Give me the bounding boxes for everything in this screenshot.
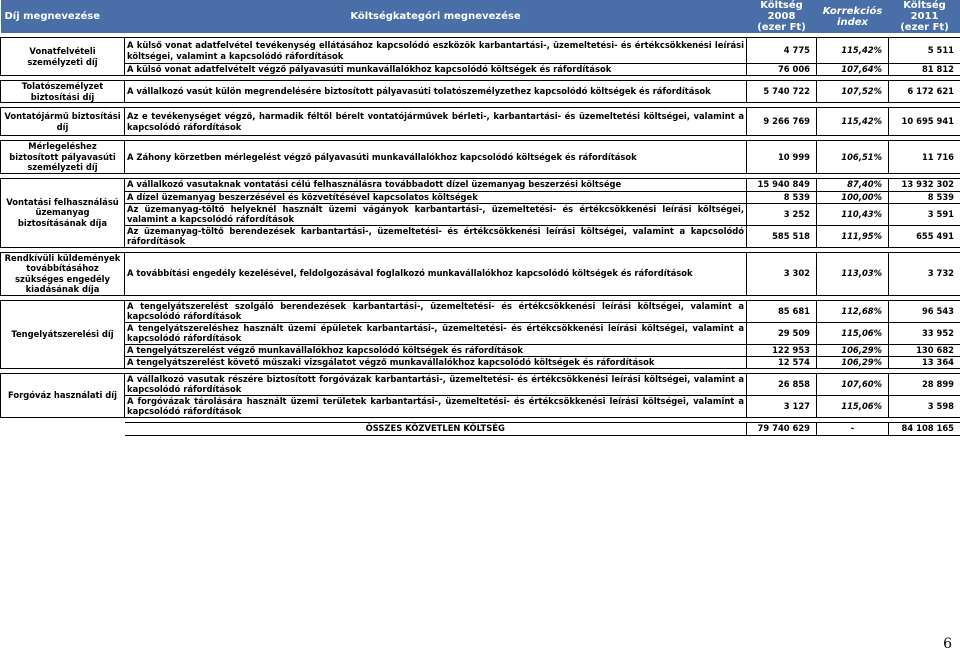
correction-index-cell: 115,06% xyxy=(817,395,889,417)
cost-2011-cell: 3 732 xyxy=(889,252,960,295)
cost-2011-cell: 3 591 xyxy=(889,203,960,225)
cost-2011-cell: 3 598 xyxy=(889,395,960,417)
cost-2008-cell: 3 302 xyxy=(747,252,817,295)
cost-2011-cell: 11 716 xyxy=(889,141,960,174)
header-cost-2011 xyxy=(889,0,960,33)
table-row xyxy=(1,300,960,322)
cost-2008-cell: 76 006 xyxy=(747,64,817,76)
total-spacer xyxy=(1,422,125,435)
cost-2011-cell: 8 539 xyxy=(889,191,960,203)
correction-index-cell: 107,64% xyxy=(817,64,889,76)
fee-name-cell: Mérlegeléshez biztosított pályavasúti személyzeti díj xyxy=(1,141,125,174)
fee-name-cell: Tengelyátszerelési díj xyxy=(1,300,125,368)
cost-category-cell: Az üzemanyag-töltő helyeknél használt üzemi vágányok karbantartási-, üzemeltetési- és értékcsökkenési leírási költségei, valamint a kapcsolódó ráfordítások xyxy=(125,203,747,225)
table-row xyxy=(1,344,960,356)
cost-2011-cell: 130 682 xyxy=(889,344,960,356)
cost-2011-cell: 96 543 xyxy=(889,300,960,322)
header-cost-category: Költségkategóri megnevezése xyxy=(125,0,747,33)
cost-category-cell: A dízel üzemanyag beszerzésével és közvetítésével kapcsolatos költségek xyxy=(125,191,747,203)
cost-category-cell: A forgóvázak tárolására használt üzemi területek karbantartási-, üzemeltetési- és értékcsökkenési leírási költségei, valamint a kapcsolódó ráfordítások xyxy=(125,395,747,417)
cost-category-cell: A továbbítási engedély kezelésével, feldolgozásával foglalkozó munkavállalókhoz kapcsolódó költségek és ráfordítások xyxy=(125,252,747,295)
table-row xyxy=(1,38,960,64)
cost-category-cell: A külső vonat adatfelvétel tevékenység ellátásához kapcsolódó eszközök karbantartási-, üzemeltetési- és értékcsökkenési leírási költségei, valamint a kapcsolódó ráfordítások xyxy=(125,38,747,64)
cost-2008-cell: 12 574 xyxy=(747,356,817,368)
page-number: 6 xyxy=(943,636,952,652)
header-correction-index xyxy=(817,0,889,33)
total-index: - xyxy=(817,422,889,435)
cost-2008-cell: 15 940 849 xyxy=(747,178,817,191)
cost-2008-cell: 4 775 xyxy=(747,38,817,64)
cost-category-cell: A vállalkozó vasutaknak vontatási célú felhasználásra továbbadott dízel üzemanyag beszerzési költsége xyxy=(125,178,747,191)
cost-2011-cell: 5 511 xyxy=(889,38,960,64)
correction-index-cell: 107,60% xyxy=(817,373,889,395)
cost-2011-cell: 28 899 xyxy=(889,373,960,395)
cost-2008-cell: 3 127 xyxy=(747,395,817,417)
table-row xyxy=(1,178,960,191)
table-row xyxy=(1,322,960,344)
cost-category-cell: A vállalkozó vasút külön megrendelésére biztosított pályavasúti tolatószemélyzethez kapcsolódó költségek és ráfordítások xyxy=(125,81,747,103)
cost-2008-cell: 85 681 xyxy=(747,300,817,322)
correction-index-cell: 111,95% xyxy=(817,225,889,247)
fee-name-cell: Tolatószemélyzet biztosítási díj xyxy=(1,81,125,103)
table-row xyxy=(1,191,960,203)
correction-index-cell: 87,40% xyxy=(817,178,889,191)
correction-index-cell: 112,68% xyxy=(817,300,889,322)
table-row xyxy=(1,225,960,247)
table-row xyxy=(1,108,960,136)
total-cost-2008: 79 740 629 xyxy=(747,422,817,435)
correction-index-cell: 113,03% xyxy=(817,252,889,295)
cost-category-cell: A külső vonat adatfelvételt végző pályavasúti munkavállalókhoz kapcsolódó költségek és ráfordítások xyxy=(125,64,747,76)
table-row xyxy=(1,356,960,368)
cost-category-cell: A Záhony körzetben mérlegelést végző pályavasúti munkavállalókhoz kapcsolódó költségek és ráfordítások xyxy=(125,141,747,174)
header-row xyxy=(1,0,960,33)
cost-category-cell: Az üzemanyag-töltő berendezések karbantartási-, üzemeltetési- és értékcsökkenési leírási költségei, valamint a kapcsolódó ráfordítások xyxy=(125,225,747,247)
cost-2008-cell: 26 858 xyxy=(747,373,817,395)
header-cost-2011-line2: (ezer Ft) xyxy=(900,22,949,33)
fee-name-cell: Forgóváz használati díj xyxy=(1,373,125,417)
cost-category-cell: A tengelyátszereléshez használt üzemi épületek karbantartási-, üzemeltetési- és értékcsökkenési leírási költségei, valamint a kapcsolódó ráfordítások xyxy=(125,322,747,344)
header-cost-2008 xyxy=(747,0,817,33)
total-row xyxy=(1,422,960,435)
table-row xyxy=(1,141,960,174)
correction-index-cell: 106,29% xyxy=(817,356,889,368)
fee-name-cell: Vonatfelvételi személyzeti díj xyxy=(1,38,125,76)
fee-name-cell: Rendkívüli küldemények továbbításához szükséges engedély kiadásának díja xyxy=(1,252,125,295)
header-correction-index-line2: index xyxy=(837,16,868,28)
cost-2008-cell: 10 999 xyxy=(747,141,817,174)
correction-index-cell: 106,29% xyxy=(817,344,889,356)
cost-2011-cell: 13 364 xyxy=(889,356,960,368)
cost-2008-cell: 3 252 xyxy=(747,203,817,225)
cost-category-cell: A vállalkozó vasutak részére biztosított forgóvázak karbantartási-, üzemeltetési- és értékcsökkenési leírási költségei, valamint a kapcsolódó ráfordítások xyxy=(125,373,747,395)
header-cost-2008-line1: Költség 2008 xyxy=(760,0,803,22)
cost-2008-cell: 122 953 xyxy=(747,344,817,356)
cost-2011-cell: 6 172 621 xyxy=(889,81,960,103)
cost-2011-cell: 10 695 941 xyxy=(889,108,960,136)
table-row xyxy=(1,395,960,417)
correction-index-cell: 115,42% xyxy=(817,38,889,64)
cost-2008-cell: 8 539 xyxy=(747,191,817,203)
table-row xyxy=(1,81,960,103)
cost-2011-cell: 33 952 xyxy=(889,322,960,344)
header-correction-index-line1: Korrekciós xyxy=(822,5,883,17)
correction-index-cell: 110,43% xyxy=(817,203,889,225)
correction-index-cell: 115,42% xyxy=(817,108,889,136)
fee-name-cell: Vontatójármű biztosítási díj xyxy=(1,108,125,136)
table-body xyxy=(1,38,960,436)
table-row xyxy=(1,252,960,295)
cost-2011-cell: 13 932 302 xyxy=(889,178,960,191)
total-cost-2011: 84 108 165 xyxy=(889,422,960,435)
correction-index-cell: 107,52% xyxy=(817,81,889,103)
cost-2008-cell: 9 266 769 xyxy=(747,108,817,136)
correction-index-cell: 115,06% xyxy=(817,322,889,344)
cost-2008-cell: 585 518 xyxy=(747,225,817,247)
cost-category-cell: A tengelyátszerelést végző munkavállalókhoz kapcsolódó költségek és ráfordítások xyxy=(125,344,747,356)
cost-2011-cell: 81 812 xyxy=(889,64,960,76)
table-row xyxy=(1,373,960,395)
table-row xyxy=(1,203,960,225)
header-cost-2008-line2: (ezer Ft) xyxy=(757,22,806,33)
fee-name-cell: Vontatási felhasználású üzemanyag biztosításának díja xyxy=(1,178,125,247)
table-row xyxy=(1,64,960,76)
cost-category-cell: A tengelyátszerelést szolgáló berendezések karbantartási-, üzemeltetési- és értékcsökkenési leírási költségei, valamint a kapcsolódó ráfordítások xyxy=(125,300,747,322)
header-cost-2011-line1: Költség 2011 xyxy=(903,0,946,22)
cost-2011-cell: 655 491 xyxy=(889,225,960,247)
correction-index-cell: 100,00% xyxy=(817,191,889,203)
cost-category-cell: A tengelyátszerelést követő műszaki vizsgálatot végző munkavállalókhoz kapcsolódó költségek és ráfordítások xyxy=(125,356,747,368)
total-label: ÖSSZES KÖZVETLEN KÖLTSÉG xyxy=(125,422,747,435)
cost-category-cell: Az e tevékenységet végző, harmadik féltől bérelt vontatójárművek bérleti-, karbantartási- és üzemeltetési költségei, valamint a kapcsolódó ráfordítások xyxy=(125,108,747,136)
cost-2008-cell: 5 740 722 xyxy=(747,81,817,103)
cost-2008-cell: 29 509 xyxy=(747,322,817,344)
correction-index-cell: 106,51% xyxy=(817,141,889,174)
header-fee-name: Díj megnevezése xyxy=(1,0,125,33)
